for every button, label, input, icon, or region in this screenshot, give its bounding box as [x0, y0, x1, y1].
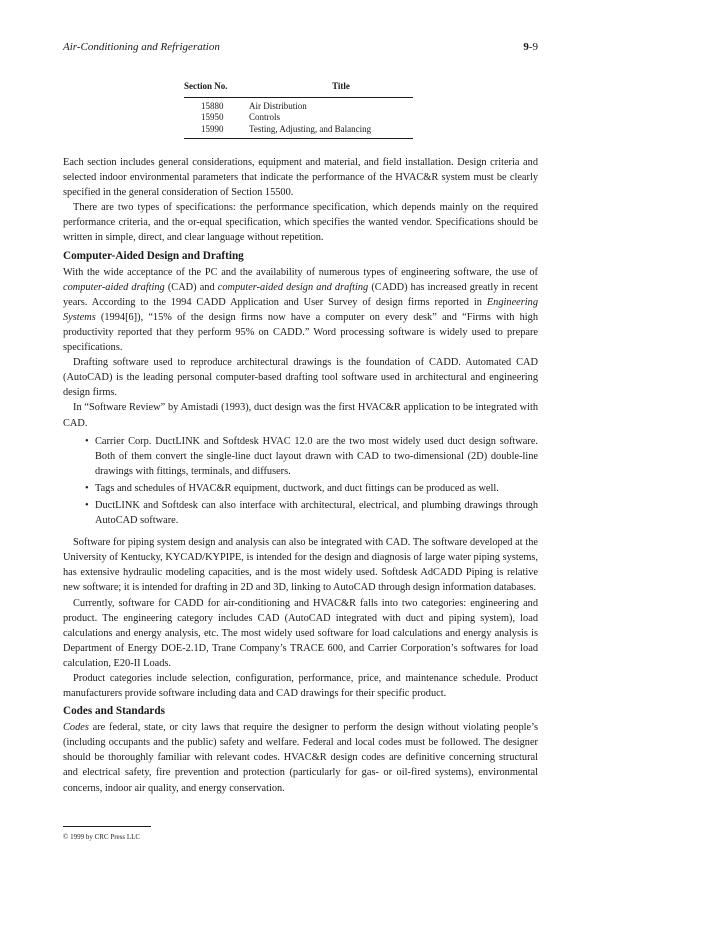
page-separator: -	[528, 41, 533, 53]
section-number-cell: 15950	[201, 112, 224, 122]
bullet-glyph: •	[85, 499, 89, 511]
table-row	[184, 97, 413, 112]
cad-p1-text-a: With the wide acceptance of the PC and the availability of numerous types of engineering software, the use of	[63, 266, 538, 278]
table-row	[184, 124, 413, 139]
section-heading-cad: Computer-Aided Design and Drafting	[63, 249, 244, 262]
column-header-title: Title	[249, 81, 413, 97]
term-computer-aided-drafting: computer-aided drafting	[63, 281, 165, 293]
list-item-text: DuctLINK and Softdesk can also interface with architectural, electrical, and plumbing drawings through AutoCAD software.	[95, 499, 538, 527]
body-text	[63, 155, 538, 796]
bullet-glyph: •	[85, 435, 89, 447]
intro-paragraph-2: There are two types of specifications: the performance specification, which depends mainly on the required performance criteria, and the or-equal specification, which specifies the wanted vendor. Specifications should be written in simple, direct, and clear language without repetition.	[63, 202, 538, 244]
cad-paragraph-5: Currently, software for CADD for air-conditioning and HVAC&R falls into two categories: engineering and product. The engineering category includes CAD (AutoCAD integrated with duct and piping system), load calculations and energy analysis, etc. The most widely used software for load calculations and energy analysis is Department of Energy DOE-2.1D, Trane Company’s TRACE 600, and Carrier Corporation’s softwares for load calculation, E20-II Loads.	[63, 597, 538, 669]
term-codes: Codes	[63, 722, 89, 734]
cad-p1-text-d: (1994[6]), “15% of the design firms now have a computer on every desk” and “Firms with high productivity reported that they perform 95% on CADD.” Word processing software is widely used to prepare specifications.	[63, 311, 538, 354]
cad-p1-text-b: (CAD) and	[164, 281, 218, 293]
running-title: Air-Conditioning and Refrigeration	[63, 41, 220, 53]
list-item	[85, 498, 538, 528]
cad-paragraph-3: In “Software Review” by Amistadi (1993), duct design was the first HVAC&R application to be integrated with CAD.	[63, 402, 538, 429]
intro-paragraph-1: Each section includes general considerations, equipment and material, and field installation. Design criteria and selected indoor environmental parameters that indicate the performance of the HVAC&R system must be clearly specified in the general consideration of Section 15500.	[63, 157, 538, 199]
cad-paragraph-2: Drafting software used to reproduce architectural drawings is the foundation of CADD. Automated CAD (AutoCAD) is the leading personal computer-based drafting tool software used in architectural and engineering design firms.	[63, 357, 538, 399]
bullet-glyph: •	[85, 482, 89, 494]
section-heading-codes: Codes and Standards	[63, 705, 165, 718]
running-header	[63, 40, 538, 54]
codes-paragraph-1	[63, 720, 538, 795]
list-item-text: Carrier Corp. DuctLINK and Softdesk HVAC 12.0 are the two most widely used duct design software. Both of them convert the single-line duct layout drawn with CAD to two-dimensional (2D) double-line drawings with fittings, terminals, and diffusers.	[95, 435, 538, 477]
footnote-divider	[63, 826, 151, 827]
section-table	[184, 81, 413, 139]
cad-paragraph-6: Product categories include selection, configuration, performance, price, and maintenance schedule. Product manufacturers provide software including data and CAD drawings for their specific product.	[63, 673, 538, 700]
page-number	[523, 40, 538, 54]
section-title-cell: Testing, Adjusting, and Balancing	[249, 124, 413, 139]
codes-p1-text: are federal, state, or city laws that require the designer to perform the design without violating people’s (including occupants and the public) safety and welfare. Federal and local codes must be followed. The designer should be thoroughly familiar with relevant codes. HVAC&R design codes are definitive concerning structural and electrical safety, fire prevention and protection (particularly for gas- or oil-fired systems), environmental concerns, indoor air quality, and energy conservation.	[63, 722, 538, 794]
list-item	[85, 481, 538, 496]
section-title-cell: Controls	[249, 112, 281, 122]
column-header-section-no: Section No.	[184, 81, 249, 97]
section-title-cell: Air Distribution	[249, 100, 307, 111]
journal-title: Engineering Systems	[63, 296, 538, 323]
section-number-cell: 15880	[201, 100, 224, 111]
page-chapter: 9	[523, 41, 529, 53]
cad-paragraph-1	[63, 265, 538, 356]
page-subnumber: 9	[532, 41, 538, 53]
list-item	[85, 434, 538, 479]
cad-paragraph-4: Software for piping system design and analysis can also be integrated with CAD. The software developed at the University of Kentucky, KYCAD/KYPIPE, is intended for the design and diagnosis of large water piping systems, has extensive hydraulic modeling capacities, and is the most widely used. Softdesk AdCADD Piping is relative new software; it is intended for drafting in 2D and 3D, linking to AutoCAD through design information databases.	[63, 537, 538, 594]
section-table-header	[184, 81, 413, 97]
bullet-list	[85, 434, 538, 529]
table-row	[184, 112, 413, 124]
copyright-notice: © 1999 by CRC Press LLC	[63, 833, 141, 841]
list-item-text: Tags and schedules of HVAC&R equipment, ductwork, and duct fittings can be produced as well.	[95, 482, 499, 494]
section-number-cell: 15990	[184, 124, 249, 139]
term-computer-aided-design-and-drafting: computer-aided design and drafting	[217, 281, 369, 293]
cad-p1-text-c: (CADD) has increased greatly in recent years. According to the 1994 CADD Application and User Survey of design firms reported in	[63, 281, 538, 308]
